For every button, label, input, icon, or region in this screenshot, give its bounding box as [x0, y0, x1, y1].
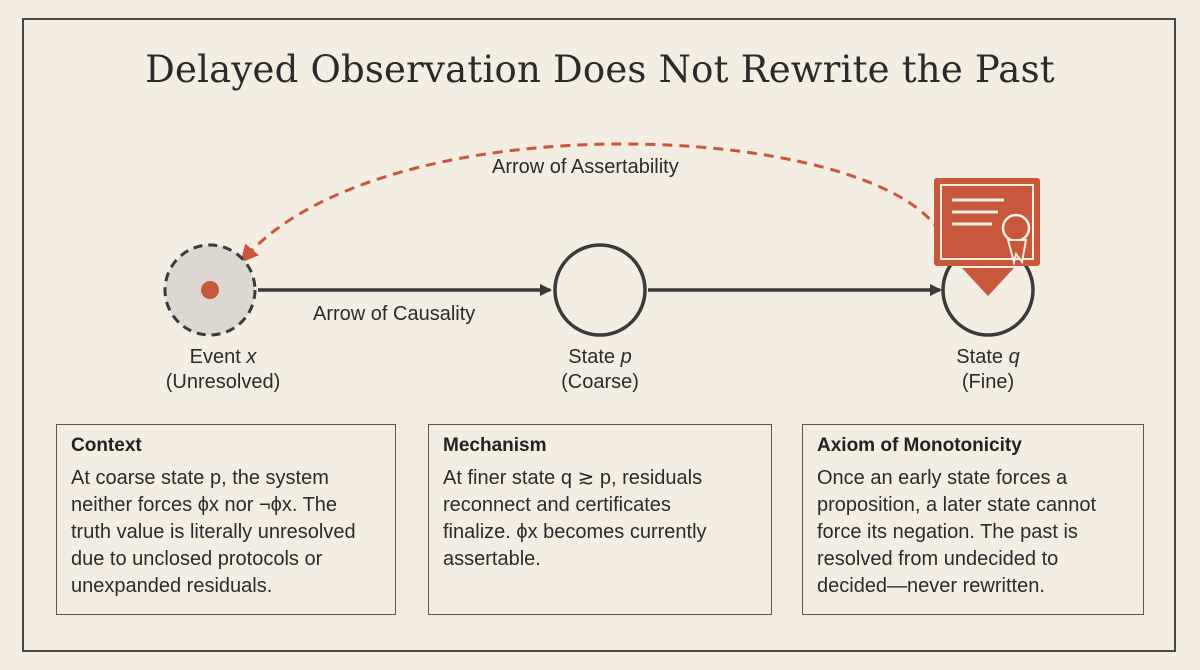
assertability-label: Arrow of Assertability [492, 156, 679, 178]
context-card [56, 424, 396, 615]
context-line: truth value is literally unresolved [71, 521, 356, 543]
axiom-line: proposition, a later state cannot [817, 494, 1097, 516]
mechanism-line: At finer state q ≳ p, residuals [443, 467, 703, 489]
axiom-line: resolved from undecided to [817, 548, 1059, 570]
event-x-dot [201, 281, 219, 299]
state-p-name: State [568, 346, 621, 368]
axiom-line: decided—never rewritten. [817, 575, 1045, 597]
axiom-line: force its negation. The past is [817, 521, 1078, 543]
causality-label: Arrow of Causality [313, 303, 476, 325]
axiom-card [802, 424, 1144, 615]
axiom-card-body [817, 465, 1129, 600]
mechanism-line: assertable. [443, 548, 541, 570]
mechanism-line: finalize. ϕx becomes currently [443, 521, 707, 543]
event-x-var: x [246, 346, 257, 368]
event-x-name: Event [189, 346, 247, 368]
context-line: At coarse state p, the system [71, 467, 329, 489]
mechanism-line: reconnect and certificates [443, 494, 671, 516]
axiom-line: Once an early state forces a [817, 467, 1068, 489]
event-x-label [113, 345, 333, 395]
state-p-status: (Coarse) [561, 371, 639, 393]
mechanism-card-title: Mechanism [443, 435, 547, 456]
context-line: neither forces ϕx nor ¬ϕx. The [71, 494, 338, 516]
state-p-var: p [620, 346, 632, 368]
state-q-var: q [1008, 346, 1020, 368]
context-line: due to unclosed protocols or [71, 548, 323, 570]
axiom-card-title: Axiom of Monotonicity [817, 435, 1022, 456]
state-p-label [490, 345, 710, 395]
mechanism-card-body [443, 465, 757, 573]
context-line: unexpanded residuals. [71, 575, 273, 597]
state-p-node [555, 245, 645, 335]
event-x-status: (Unresolved) [165, 371, 281, 393]
state-q-name: State [956, 346, 1009, 368]
mechanism-card [428, 424, 772, 615]
page-title: Delayed Observation Does Not Rewrite the Past [145, 48, 1055, 91]
state-q-status: (Fine) [961, 371, 1015, 393]
context-card-title: Context [71, 435, 142, 456]
state-q-label [878, 345, 1098, 395]
context-card-body [71, 465, 381, 600]
